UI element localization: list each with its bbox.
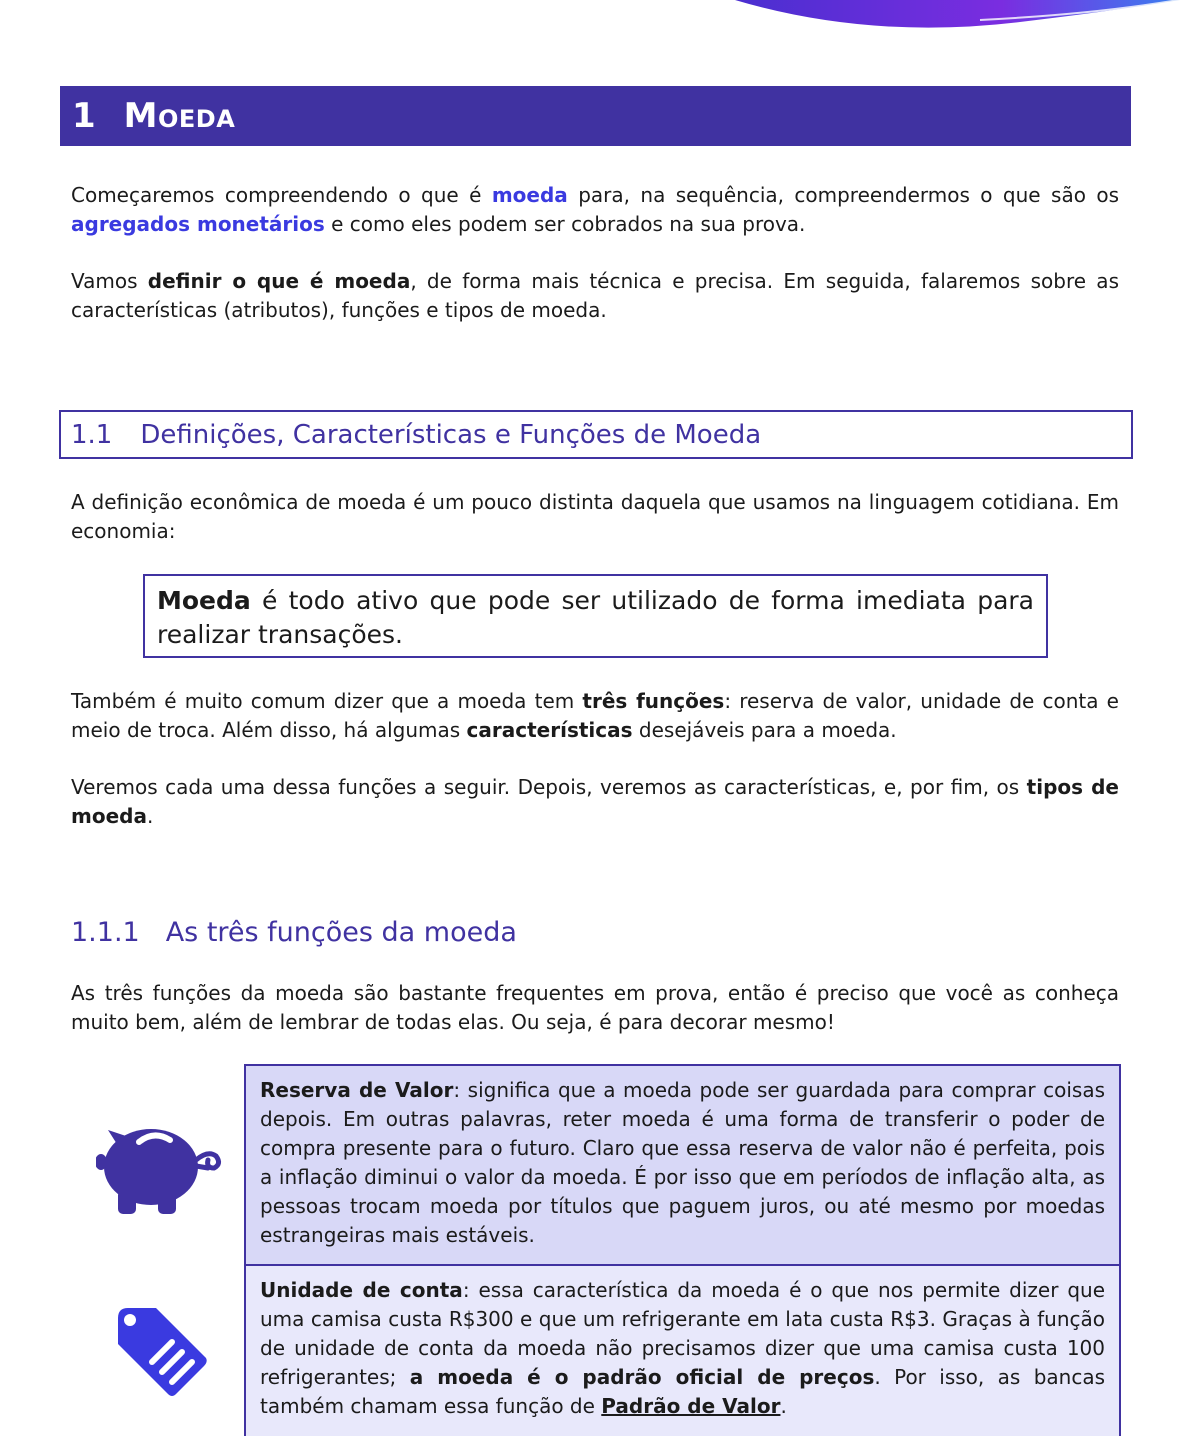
three-functions-paragraph: As três funções da moeda são bastante frequentes em prova, então é preciso que você as conheça muito bem, além de lembrar de todas elas. Ou seja, é para decorar mesmo! xyxy=(71,981,1119,1034)
intro-paragraph: Começaremos compreendendo o que é moeda para, na sequência, compreendermos o que são os agregados monetários e como eles podem ser cobrados na sua prova. xyxy=(71,183,1119,236)
unidade-term: Unidade de conta xyxy=(260,1278,463,1302)
subsection-title: As três funções da moeda xyxy=(165,916,517,948)
economics-definition-paragraph: A definição econômica de moeda é um pouco distinta daquela que usamos na linguagem cotidiana. Em economia: xyxy=(71,490,1119,543)
price-tag-icon xyxy=(116,1306,208,1398)
functions-paragraph: Também é muito comum dizer que a moeda tem três funções: reserva de valor, unidade de conta e meio de troca. Além disso, há algumas características desejáveis para a moeda. xyxy=(71,689,1119,742)
chapter-number: 1 xyxy=(72,96,96,136)
definition-intro-paragraph: Vamos definir o que é moeda, de forma mais técnica e precisa. Em seguida, falaremos sobre as características (atributos), funções e tipos de moeda. xyxy=(71,269,1119,322)
unidade-de-conta-box: Unidade de conta: essa característica da moeda é o que nos permite dizer que uma camisa custa R$300 e que um refrigerante em lata custa R$3. Graças à função de unidade de conta da moeda não precisamos dizer que uma camisa custa 100 refrigerantes; a moeda é o padrão oficial de preços. Por isso, as bancas também chamam essa função de Padrão de Valor. xyxy=(244,1264,1121,1436)
reserva-de-valor-box: Reserva de Valor: significa que a moeda pode ser guardada para comprar coisas depois. Em outras palavras, reter moeda é uma forma de transferir o poder de compra presente para o futuro. Claro que essa reserva de valor não é perfeita, pois a inflação diminui o valor da moeda. É por isso que em períodos de inflação alta, as pessoas trocam moeda por títulos que paguem juros, ou até mesmo por moedas estrangeiras mais estáveis. xyxy=(244,1064,1121,1266)
section-title: Definições, Características e Funções de Moeda xyxy=(140,419,762,450)
subsection-number: 1.1.1 xyxy=(71,916,140,948)
subsection-heading xyxy=(71,912,517,952)
definition-term: Moeda xyxy=(157,586,251,615)
chapter-title: Moeda xyxy=(123,96,236,136)
header-decoration xyxy=(0,0,1190,40)
reserva-term: Reserva de Valor xyxy=(260,1078,454,1102)
piggy-bank-icon xyxy=(96,1112,226,1216)
chapter-heading xyxy=(60,86,1131,146)
padrao-de-valor-term: Padrão de Valor xyxy=(601,1394,781,1418)
overview-paragraph: Veremos cada uma dessa funções a seguir. Depois, veremos as características, e, por fim, os tipos de moeda. xyxy=(71,775,1119,828)
keyword-agregados: agregados monetários xyxy=(71,212,325,236)
keyword-moeda: moeda xyxy=(491,183,568,207)
section-heading xyxy=(59,410,1133,459)
definition-box: Moeda é todo ativo que pode ser utilizado de forma imediata para realizar transações. xyxy=(143,574,1048,658)
section-number: 1.1 xyxy=(71,419,113,450)
